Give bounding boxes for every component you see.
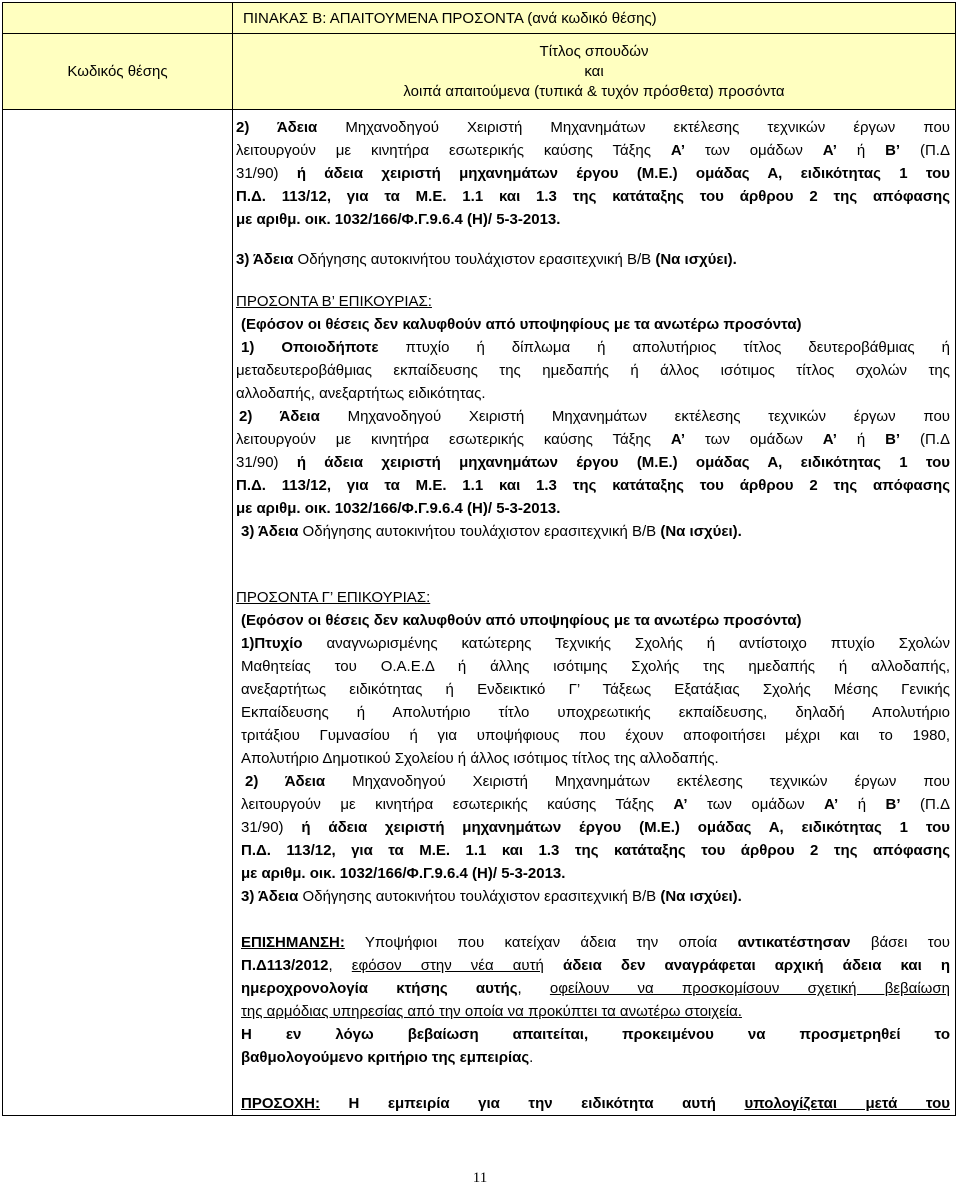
title-left-cell: [3, 3, 233, 33]
s3-degree-line: τριτάξιου Γυμνασίου ή για υποψήφιους που έχουν αποφοιτήσει μέχρι και το 1980,: [241, 727, 950, 744]
s3-degree-line: Απολυτήριο Δημοτικού Σχολείου ή άλλος ισότιμος τίτλος της αλλοδαπής.: [241, 750, 719, 767]
s3-driving-license: 3) Άδεια Οδήγησης αυτοκινήτου τουλάχιστον ερασιτεχνική Β/Β (Να ισχύει).: [241, 888, 742, 905]
s2-degree-line: μεταδευτεροβάθμιας εκπαίδευσης της ημεδαπής ή άλλος ισότιμος τίτλος σχολών της: [236, 362, 950, 379]
s2-license-line: 31/90) ή άδεια χειριστή μηχανημάτων έργου (Μ.Ε.) ομάδας Α, ειδικότητας 1 του: [236, 454, 950, 471]
caution-line: ΠΡΟΣΟΧΗ: Η εμπειρία για την ειδικότητα αυτή υπολογίζεται μετά του: [241, 1095, 950, 1112]
s2-degree-line: αλλοδαπής, ανεξαρτήτως ειδικότητας.: [236, 385, 486, 402]
s2-license-line: με αριθμ. οικ. 1032/166/Φ.Γ.9.6.4 (Η)/ 5-3-2013.: [236, 500, 561, 517]
page-number: 11: [472, 1170, 488, 1186]
s3-license-line: λειτουργούν με κινητήρα εσωτερικής καύσης Τάξης Α’ των ομάδων Α’ ή Β’ (Π.Δ: [241, 796, 950, 813]
s1-license-line: 2) Άδεια Μηχανοδηγού Χειριστή Μηχανημάτων εκτέλεσης τεχνικών έργων που: [236, 119, 950, 136]
s1-license-line: λειτουργούν με κινητήρα εσωτερικής καύσης Τάξης Α’ των ομάδων Α’ ή Β’ (Π.Δ: [236, 142, 950, 159]
notice-line: Η εν λόγω βεβαίωση απαιτείται, προκειμένου να προσμετρηθεί το: [241, 1026, 950, 1043]
s2-note: (Εφόσον οι θέσεις δεν καλυφθούν από υποψηφίους με τα ανωτέρω προσόντα): [241, 316, 802, 333]
s1-license-line: Π.Δ. 113/12, για τα Μ.Ε. 1.1 και 1.3 της κατάταξης του άρθρου 2 της απόφασης: [236, 188, 950, 205]
s3-license-line: με αριθμ. οικ. 1032/166/Φ.Γ.9.6.4 (Η)/ 5-3-2013.: [241, 865, 566, 882]
notice-line: της αρμόδιας υπηρεσίας από την οποία να προκύπτει τα ανωτέρω στοιχεία.: [241, 1003, 742, 1020]
qualifications-cell: [233, 110, 955, 1115]
s3-degree-line: 1)Πτυχίο αναγνωρισμένης κατώτερης Τεχνικής Σχολής ή αντίστοιχο πτυχίο Σχολών: [241, 635, 950, 652]
s2-license-line: λειτουργούν με κινητήρα εσωτερικής καύσης Τάξης Α’ των ομάδων Α’ ή Β’ (Π.Δ: [236, 431, 950, 448]
s3-heading: ΠΡΟΣΟΝΤΑ Γ’ ΕΠΙΚΟΥΡΙΑΣ:: [236, 589, 431, 606]
table-body-row: [3, 110, 955, 1115]
header-line-1: Τίτλος σπουδών: [539, 42, 649, 60]
s2-license-line: Π.Δ. 113/12, για τα Μ.Ε. 1.1 και 1.3 της κατάταξης του άρθρου 2 της απόφασης: [236, 477, 950, 494]
s2-degree-line: 1) Οποιοδήποτε πτυχίο ή δίπλωμα ή απολυτήριος τίτλος δευτεροβάθμιας ή: [241, 339, 950, 356]
s2-driving-license: 3) Άδεια Οδήγησης αυτοκινήτου τουλάχιστον ερασιτεχνική Β/Β (Να ισχύει).: [241, 523, 742, 540]
notice-line: ημεροχρονολογία κτήσης αυτής, οφείλουν να προσκομίσουν σχετική βεβαίωση: [241, 980, 950, 997]
s1-license-line: με αριθμ. οικ. 1032/166/Φ.Γ.9.6.4 (Η)/ 5-3-2013.: [236, 211, 561, 228]
s3-license-line: Π.Δ. 113/12, για τα Μ.Ε. 1.1 και 1.3 της κατάταξης του άρθρου 2 της απόφασης: [241, 842, 950, 859]
table-title: ΠΙΝΑΚΑΣ Β: ΑΠΑΙΤΟΥΜΕΝΑ ΠΡΟΣΟΝΤΑ (ανά κωδικό θέσης): [243, 9, 657, 27]
notice-line: ΕΠΙΣΗΜΑΝΣΗ: Υποψήφιοι που κατείχαν άδεια την οποία αντικατέστησαν βάσει του: [241, 934, 951, 951]
s3-note: (Εφόσον οι θέσεις δεν καλυφθούν από υποψηφίους με τα ανωτέρω προσόντα): [241, 612, 802, 629]
s3-license-line: 2) Άδεια Μηχανοδηγού Χειριστή Μηχανημάτων εκτέλεσης τεχνικών έργων που: [245, 773, 950, 790]
s1-driving-license: 3) Άδεια Οδήγησης αυτοκινήτου τουλάχιστον ερασιτεχνική Β/Β (Να ισχύει).: [236, 251, 737, 268]
notice-line: βαθμολογούμενο κριτήριο της εμπειρίας.: [241, 1049, 534, 1066]
s1-license-line: 31/90) ή άδεια χειριστή μηχανημάτων έργου (Μ.Ε.) ομάδας Α, ειδικότητας 1 του: [236, 165, 950, 182]
header-qualifications: [233, 34, 955, 109]
notice-line: Π.Δ113/2012, εφόσον στην νέα αυτή άδεια δεν αναγράφεται αρχική άδεια και η: [241, 957, 951, 974]
s2-license-line: 2) Άδεια Μηχανοδηγού Χειριστή Μηχανημάτων εκτέλεσης τεχνικών έργων που: [239, 408, 950, 425]
s3-license-line: 31/90) ή άδεια χειριστή μηχανημάτων έργου (Μ.Ε.) ομάδας Α, ειδικότητας 1 του: [241, 819, 950, 836]
table-header-row: [3, 34, 955, 110]
requirements-table: [2, 2, 956, 1116]
header-position-code: Κωδικός θέσης: [3, 34, 233, 109]
header-line-3: λοιπά απαιτούμενα (τυπικά & τυχόν πρόσθετα) προσόντα: [403, 82, 785, 100]
s3-degree-line: Μαθητείας του Ο.Α.Ε.Δ ή άλλης ισότιμης Σχολής της ημεδαπής ή αλλοδαπής,: [241, 658, 950, 675]
header-line-2: και: [584, 62, 604, 80]
table-title-row: [3, 3, 955, 34]
s3-degree-line: Εκπαίδευσης ή Απολυτήριο τίτλο υποχρεωτικής εκπαίδευσης, δηλαδή Απολυτήριο: [241, 704, 950, 721]
s2-heading: ΠΡΟΣΟΝΤΑ Β’ ΕΠΙΚΟΥΡΙΑΣ:: [236, 293, 432, 310]
s3-degree-line: ανεξαρτήτως ειδικότητας ή Ενδεικτικό Γ’ Τάξεως Εξατάξιας Σχολής Μέσης Γενικής: [241, 681, 950, 698]
position-code-cell: [3, 110, 233, 1115]
